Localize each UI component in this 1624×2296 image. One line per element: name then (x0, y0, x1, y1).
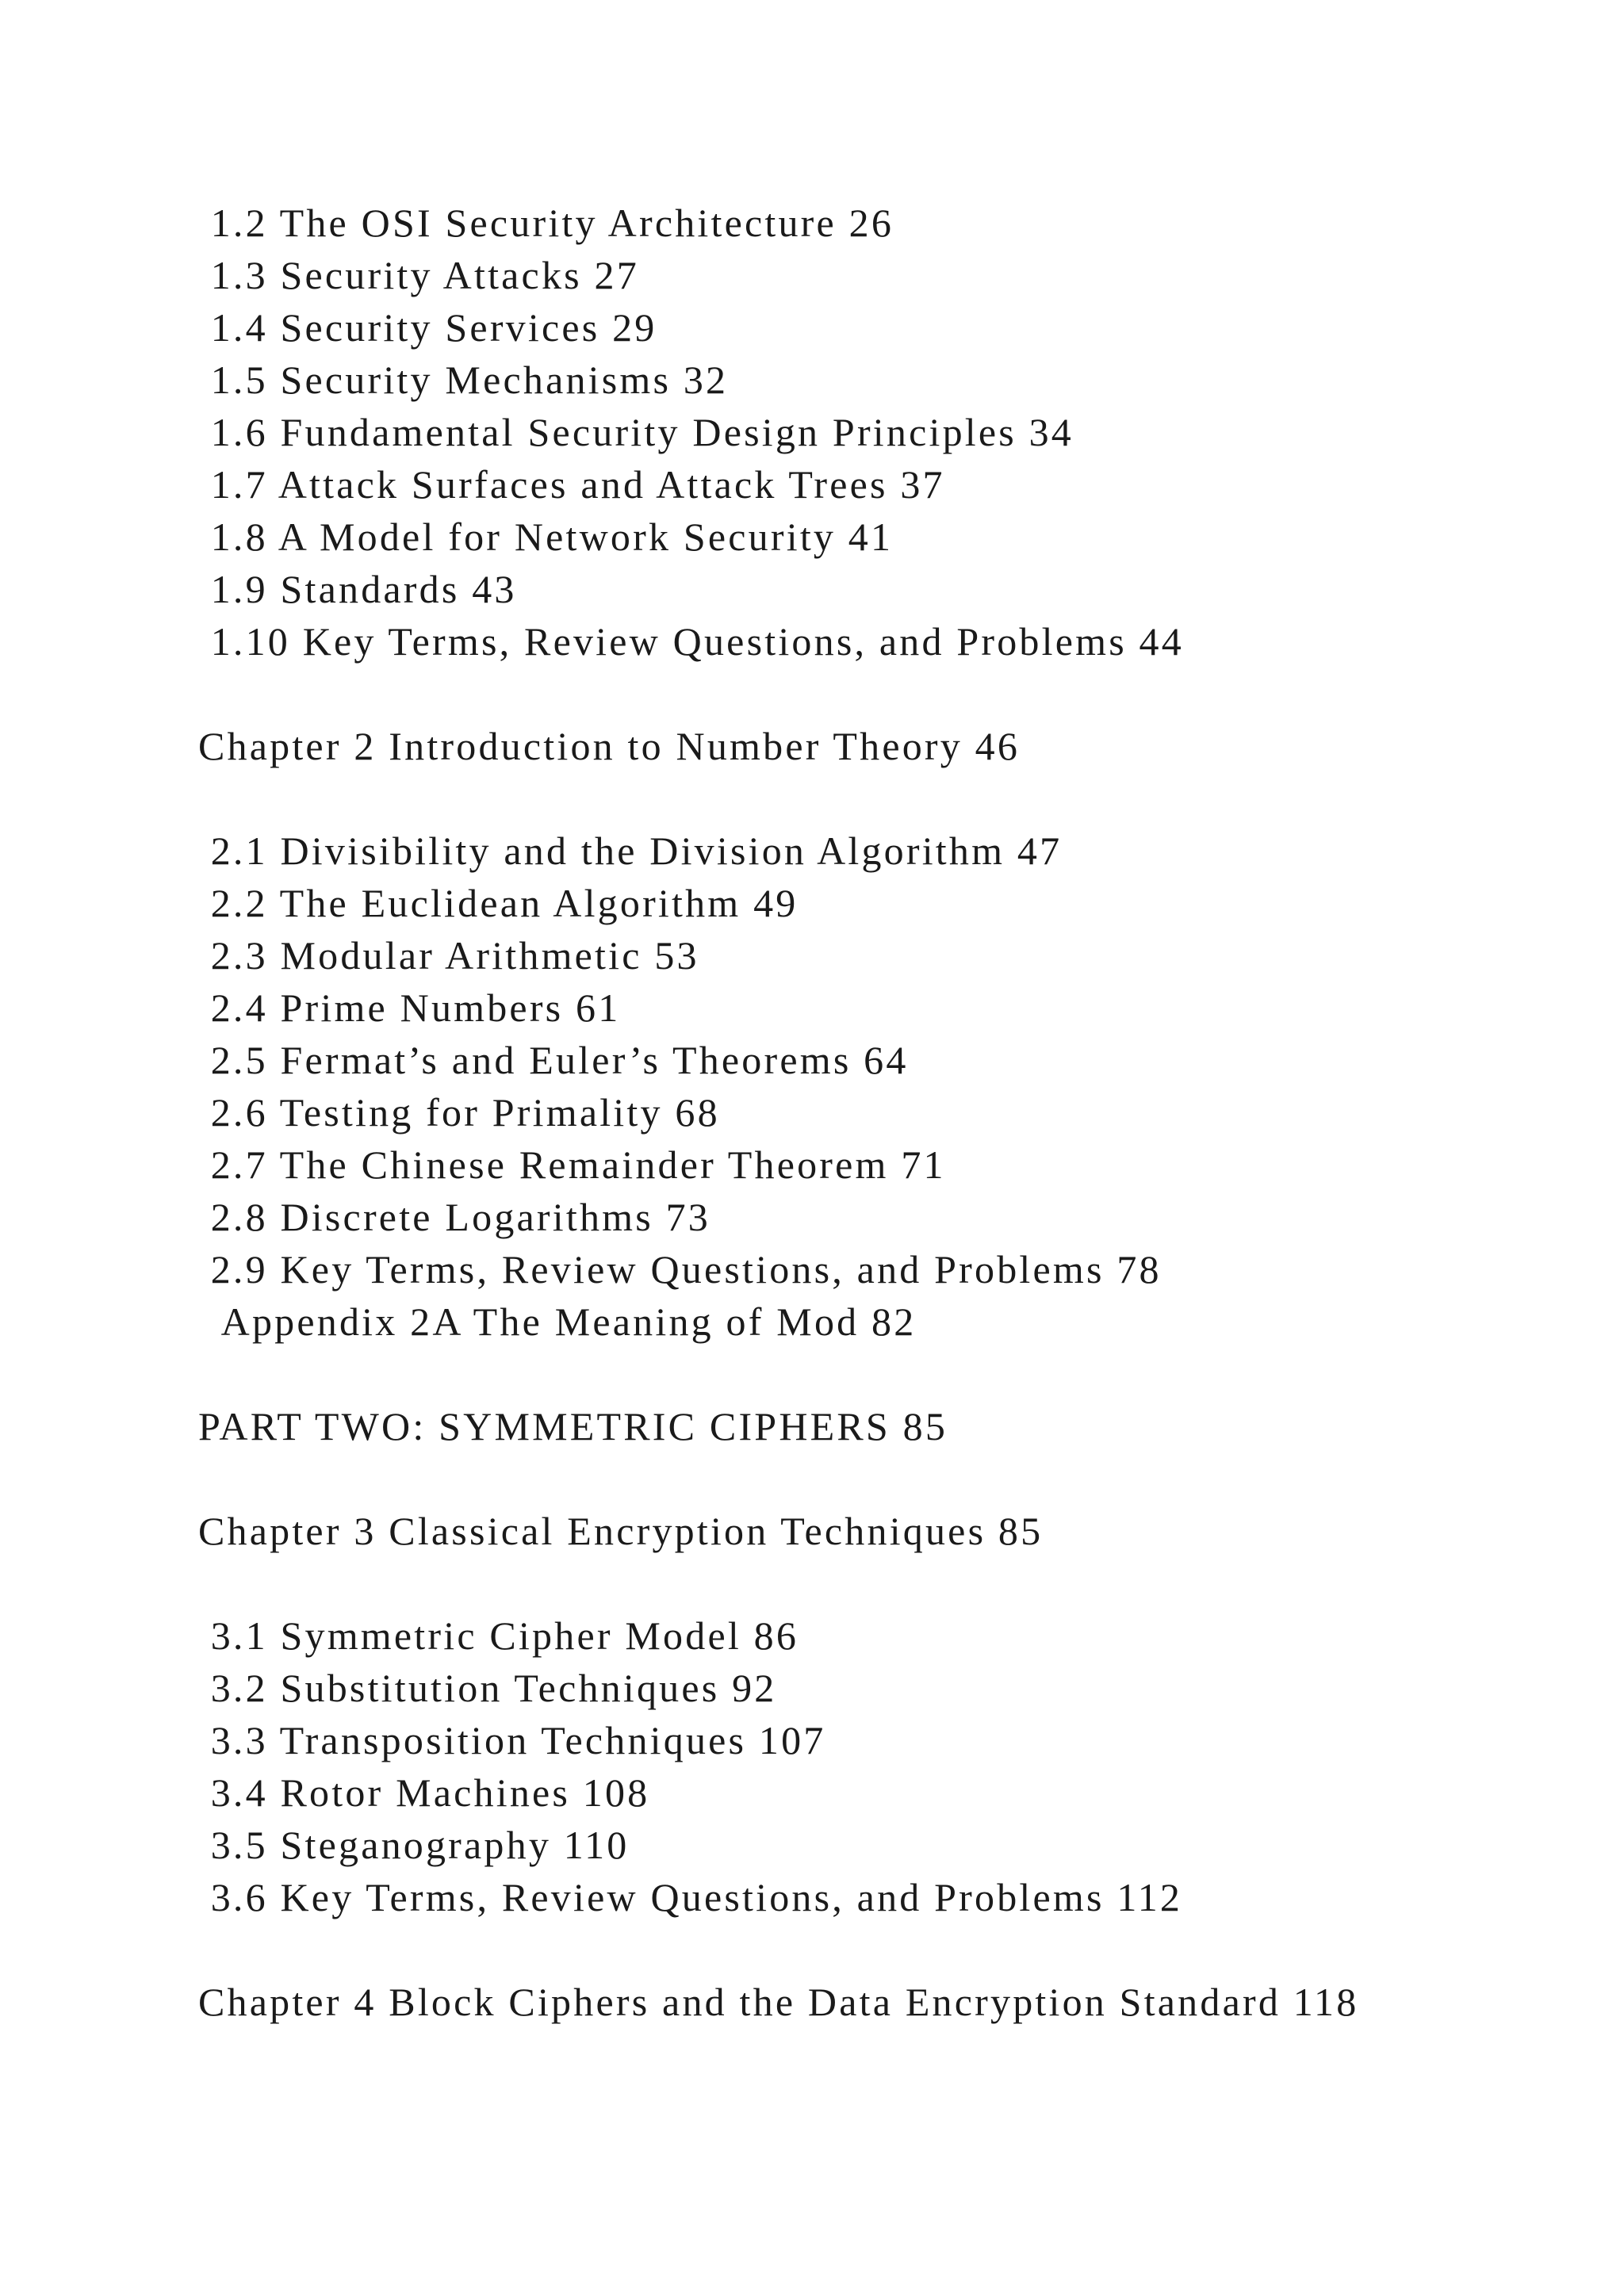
chapter-4-heading: Chapter 4 Block Ciphers and the Data Encryption Standard 118 (198, 1980, 1359, 2024)
toc-entry-1-4: 1.4 Security Services 29 (198, 305, 657, 350)
toc-entry-2-1: 2.1 Divisibility and the Division Algorithm 47 (198, 828, 1063, 873)
toc-entry-1-8: 1.8 A Model for Network Security 41 (198, 515, 894, 559)
toc-entry-1-5: 1.5 Security Mechanisms 32 (198, 358, 729, 402)
toc-entry-3-3: 3.3 Transposition Techniques 107 (198, 1718, 826, 1762)
toc-entry-2-2: 2.2 The Euclidean Algorithm 49 (198, 881, 799, 925)
toc-entry-2-4: 2.4 Prime Numbers 61 (198, 985, 621, 1030)
toc-entry-1-7: 1.7 Attack Surfaces and Attack Trees 37 (198, 462, 945, 507)
toc-entry-1-2: 1.2 The OSI Security Architecture 26 (198, 201, 894, 245)
toc-entry-2-8: 2.8 Discrete Logarithms 73 (198, 1195, 710, 1239)
toc-entry-3-1: 3.1 Symmetric Cipher Model 86 (198, 1613, 799, 1658)
toc-entry-2-3: 2.3 Modular Arithmetic 53 (198, 933, 699, 978)
chapter-3-heading: Chapter 3 Classical Encryption Techniques 85 (198, 1509, 1044, 1553)
toc-entry-3-5: 3.5 Steganography 110 (198, 1823, 630, 1867)
toc-entry-3-6: 3.6 Key Terms, Review Questions, and Problems 112 (198, 1875, 1183, 1919)
toc-entry-1-10: 1.10 Key Terms, Review Questions, and Problems 44 (198, 619, 1184, 664)
toc-entry-1-9: 1.9 Standards 43 (198, 567, 517, 611)
toc-entry-1-6: 1.6 Fundamental Security Design Principles 34 (198, 410, 1074, 454)
chapter-2-heading: Chapter 2 Introduction to Number Theory 46 (198, 724, 1021, 768)
toc-entry-3-4: 3.4 Rotor Machines 108 (198, 1770, 650, 1815)
toc-entry-3-2: 3.2 Substitution Techniques 92 (198, 1666, 777, 1710)
toc-entry-appendix-2a: Appendix 2A The Meaning of Mod 82 (198, 1299, 917, 1344)
toc-entry-2-6: 2.6 Testing for Primality 68 (198, 1090, 720, 1135)
toc-entry-2-5: 2.5 Fermat’s and Euler’s Theorems 64 (198, 1038, 909, 1082)
part-two-heading: PART TWO: SYMMETRIC CIPHERS 85 (198, 1404, 948, 1448)
toc-entry-1-3: 1.3 Security Attacks 27 (198, 253, 639, 297)
toc-entry-2-7: 2.7 The Chinese Remainder Theorem 71 (198, 1142, 946, 1187)
toc-entry-2-9: 2.9 Key Terms, Review Questions, and Problems 78 (198, 1247, 1162, 1292)
